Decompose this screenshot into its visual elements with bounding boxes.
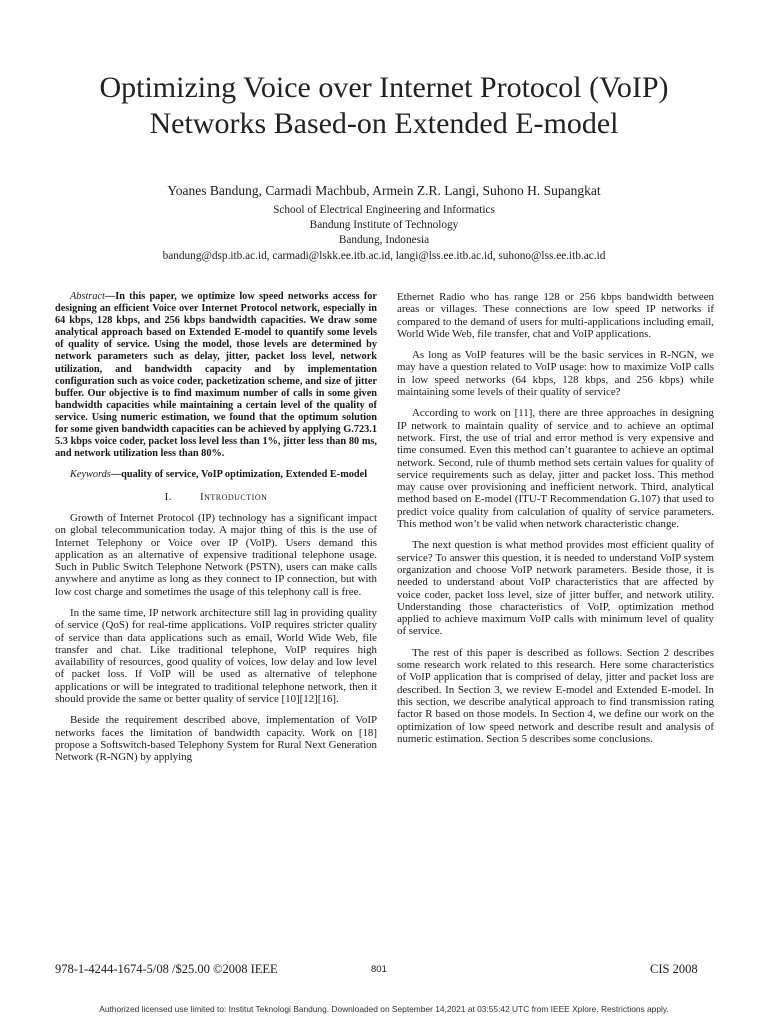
section-number: I.	[164, 490, 172, 503]
affiliation-location: Bandung, Indonesia	[338, 234, 430, 247]
intro-paragraph-3: Beside the requirement described above, implementation of VoIP networks faces the limitation of bandwidth capacity. Work on [18] propose a Softswitch-based Telephony System for Rural Next Generation Network (R-NGN) by applying	[55, 714, 377, 764]
section-title: Introduction	[199, 490, 268, 503]
license-notice: Authorized licensed use limited to: Institut Teknologi Bandung. Downloaded on September 14,2021 at 03:55:42 UTC from IEEE Xplore. Restrictions apply.	[99, 1004, 669, 1014]
keywords-label: Keywords	[70, 469, 111, 481]
affiliation-institute: Bandung Institute of Technology	[309, 219, 459, 232]
abstract-text: In this paper, we optimize low speed networks access for designing an efficient Voice over Internet Protocol network, especially in 64 kbps, 128 kbps, and 256 kbps bandwidth capacities. We draw some analytical approach based on Extended E-model to quantify some levels of quality of service. Using the model, those levels are determined by network parameters such as delay, jitter, packet loss level, network utilization, and bandwidth capacity and by implementation configuration such as voice coder, packetization scheme, and size of jitter buffer. Our objective is to find maximum number of calls in some given bandwidth capacities while maintaining a certain level of the quality of service. Using numeric estimation, we found that the optimum solution for some given bandwidth capacities can be achieved by applying G.723.1 5.3 kbps voice coder, packet loss level less than 1%, jitter less than 80 ms, and network utilization less than 80%.	[55, 291, 377, 460]
intro-paragraph-2: In the same time, IP network architecture still lag in providing quality of service (QoS) for real-time applications. VoIP requires stricter quality of service than data applications such as email, World Wide Web, file transfer and chat. Like traditional telephone, VoIP requires high availability of resources, good quality of voices, low delay and low level of packet loss. If VoIP will be used as alternative of telephone applications or will be integrated to traditional telephone network, then it should provide the same or better quality of service [10][12][16].	[55, 606, 377, 706]
intro-paragraph-1: Growth of Internet Protocol (IP) technology has a significant impact on global telecommunication today. A major thing of this is the use of Internet Telephony or Voice over IP (VoIP). Users demand this application as an alternative of expensive traditional telephone usage. Such in Public Switch Telephone Network (PSTN), users can make calls anywhere and anytime as long as they connect to IP connection, but with low cost charge and sometimes the usage of this telephony call is free.	[55, 511, 377, 598]
paper-title	[40, 70, 728, 142]
footer-isbn: 978-1-4244-1674-5/08 /$25.00 ©2008 IEEE	[55, 962, 278, 976]
right-paragraph-4: The next question is what method provides most efficient quality of service? To answer this question, it is needed to understand VoIP system organization and choose VoIP network parameters. Beside those, it is needed to understand about VoIP characteristics that are affected by voice coder, packet loss level, size of jitter buffer, and network utility. Understanding those characteristics of VoIP, optimization method applied to achieve maximum VoIP calls with minimum level of quality of service.	[397, 539, 714, 638]
title-line-1: Optimizing Voice over Internet Protocol (VoIP)	[99, 71, 669, 104]
affiliation-school: School of Electrical Engineering and Informatics	[273, 204, 495, 216]
author-list: Yoanes Bandung, Carmadi Machbub, Armein Z.R. Langi, Suhono H. Supangkat	[167, 183, 601, 198]
right-paragraph-2: As long as VoIP features will be the basic services in R-NGN, we may have a question related to VoIP usage: how to maximize VoIP calls in low speed networks (64 kbps, 128 kbps, and 256 kbps) while maintaining some levels of their quality of service?	[397, 349, 714, 399]
right-paragraph-5: The rest of this paper is described as follows. Section 2 describes some research work related to this research. Here some characteristics of VoIP application that is comprised of delay, jitter and packet loss are described. In Section 3, we review E-model and Extended E-model. In this section, we describe analytical approach to find transmission rating factor R based on those models. In Section 4, we define our work on the optimization of low speed network and describe result and analysis of numeric estimation. Section 5 describes some conclusions.	[397, 646, 714, 745]
abstract	[55, 291, 377, 460]
abstract-label: Abstract	[70, 291, 105, 302]
title-line-2: Networks Based-on Extended E-model	[149, 107, 619, 140]
right-paragraph-1: Ethernet Radio who has range 128 or 256 kbps bandwidth between areas or villages. These connections are low speed IP networks if compared to the demand of users for multi-applications including email, World Wide Web, file transfer, chat and VoIP applications.	[397, 291, 714, 340]
author-emails: bandung@dsp.itb.ac.id, carmadi@lskk.ee.itb.ac.id, langi@lss.ee.itb.ac.id, suhono@lss.ee.itb.ac.id	[162, 249, 606, 262]
left-column	[55, 291, 377, 773]
keywords	[55, 469, 377, 481]
keywords-text: quality of service, VoIP optimization, Extended E-model	[121, 469, 368, 481]
section-heading-introduction	[55, 491, 377, 503]
right-paragraph-3: According to work on [11], there are three approaches in designing IP network to maintain quality of service and to achieve an optimal network. First, the use of trial and error method is very expensive and time consumed. Even this method can’t guarantee to achieve an optimal network. Second, rule of thumb method sets certain values for quality of service requirements such as delay, jitter and packet loss. This method may cause over provisioning and inefficient network. Third, analytical method based on E-model (ITU-T Recommendation G.107) that used to predict voice quality from calculation of quality of service parameters. This method won’t be valid when network characteristic change.	[397, 407, 714, 531]
abstract-dash: —	[104, 291, 116, 302]
footer-page-number: 801	[371, 964, 387, 975]
right-column	[397, 291, 714, 754]
affiliation-block	[40, 203, 728, 264]
keywords-dash: —	[110, 469, 122, 481]
footer-conference: CIS 2008	[650, 962, 698, 976]
